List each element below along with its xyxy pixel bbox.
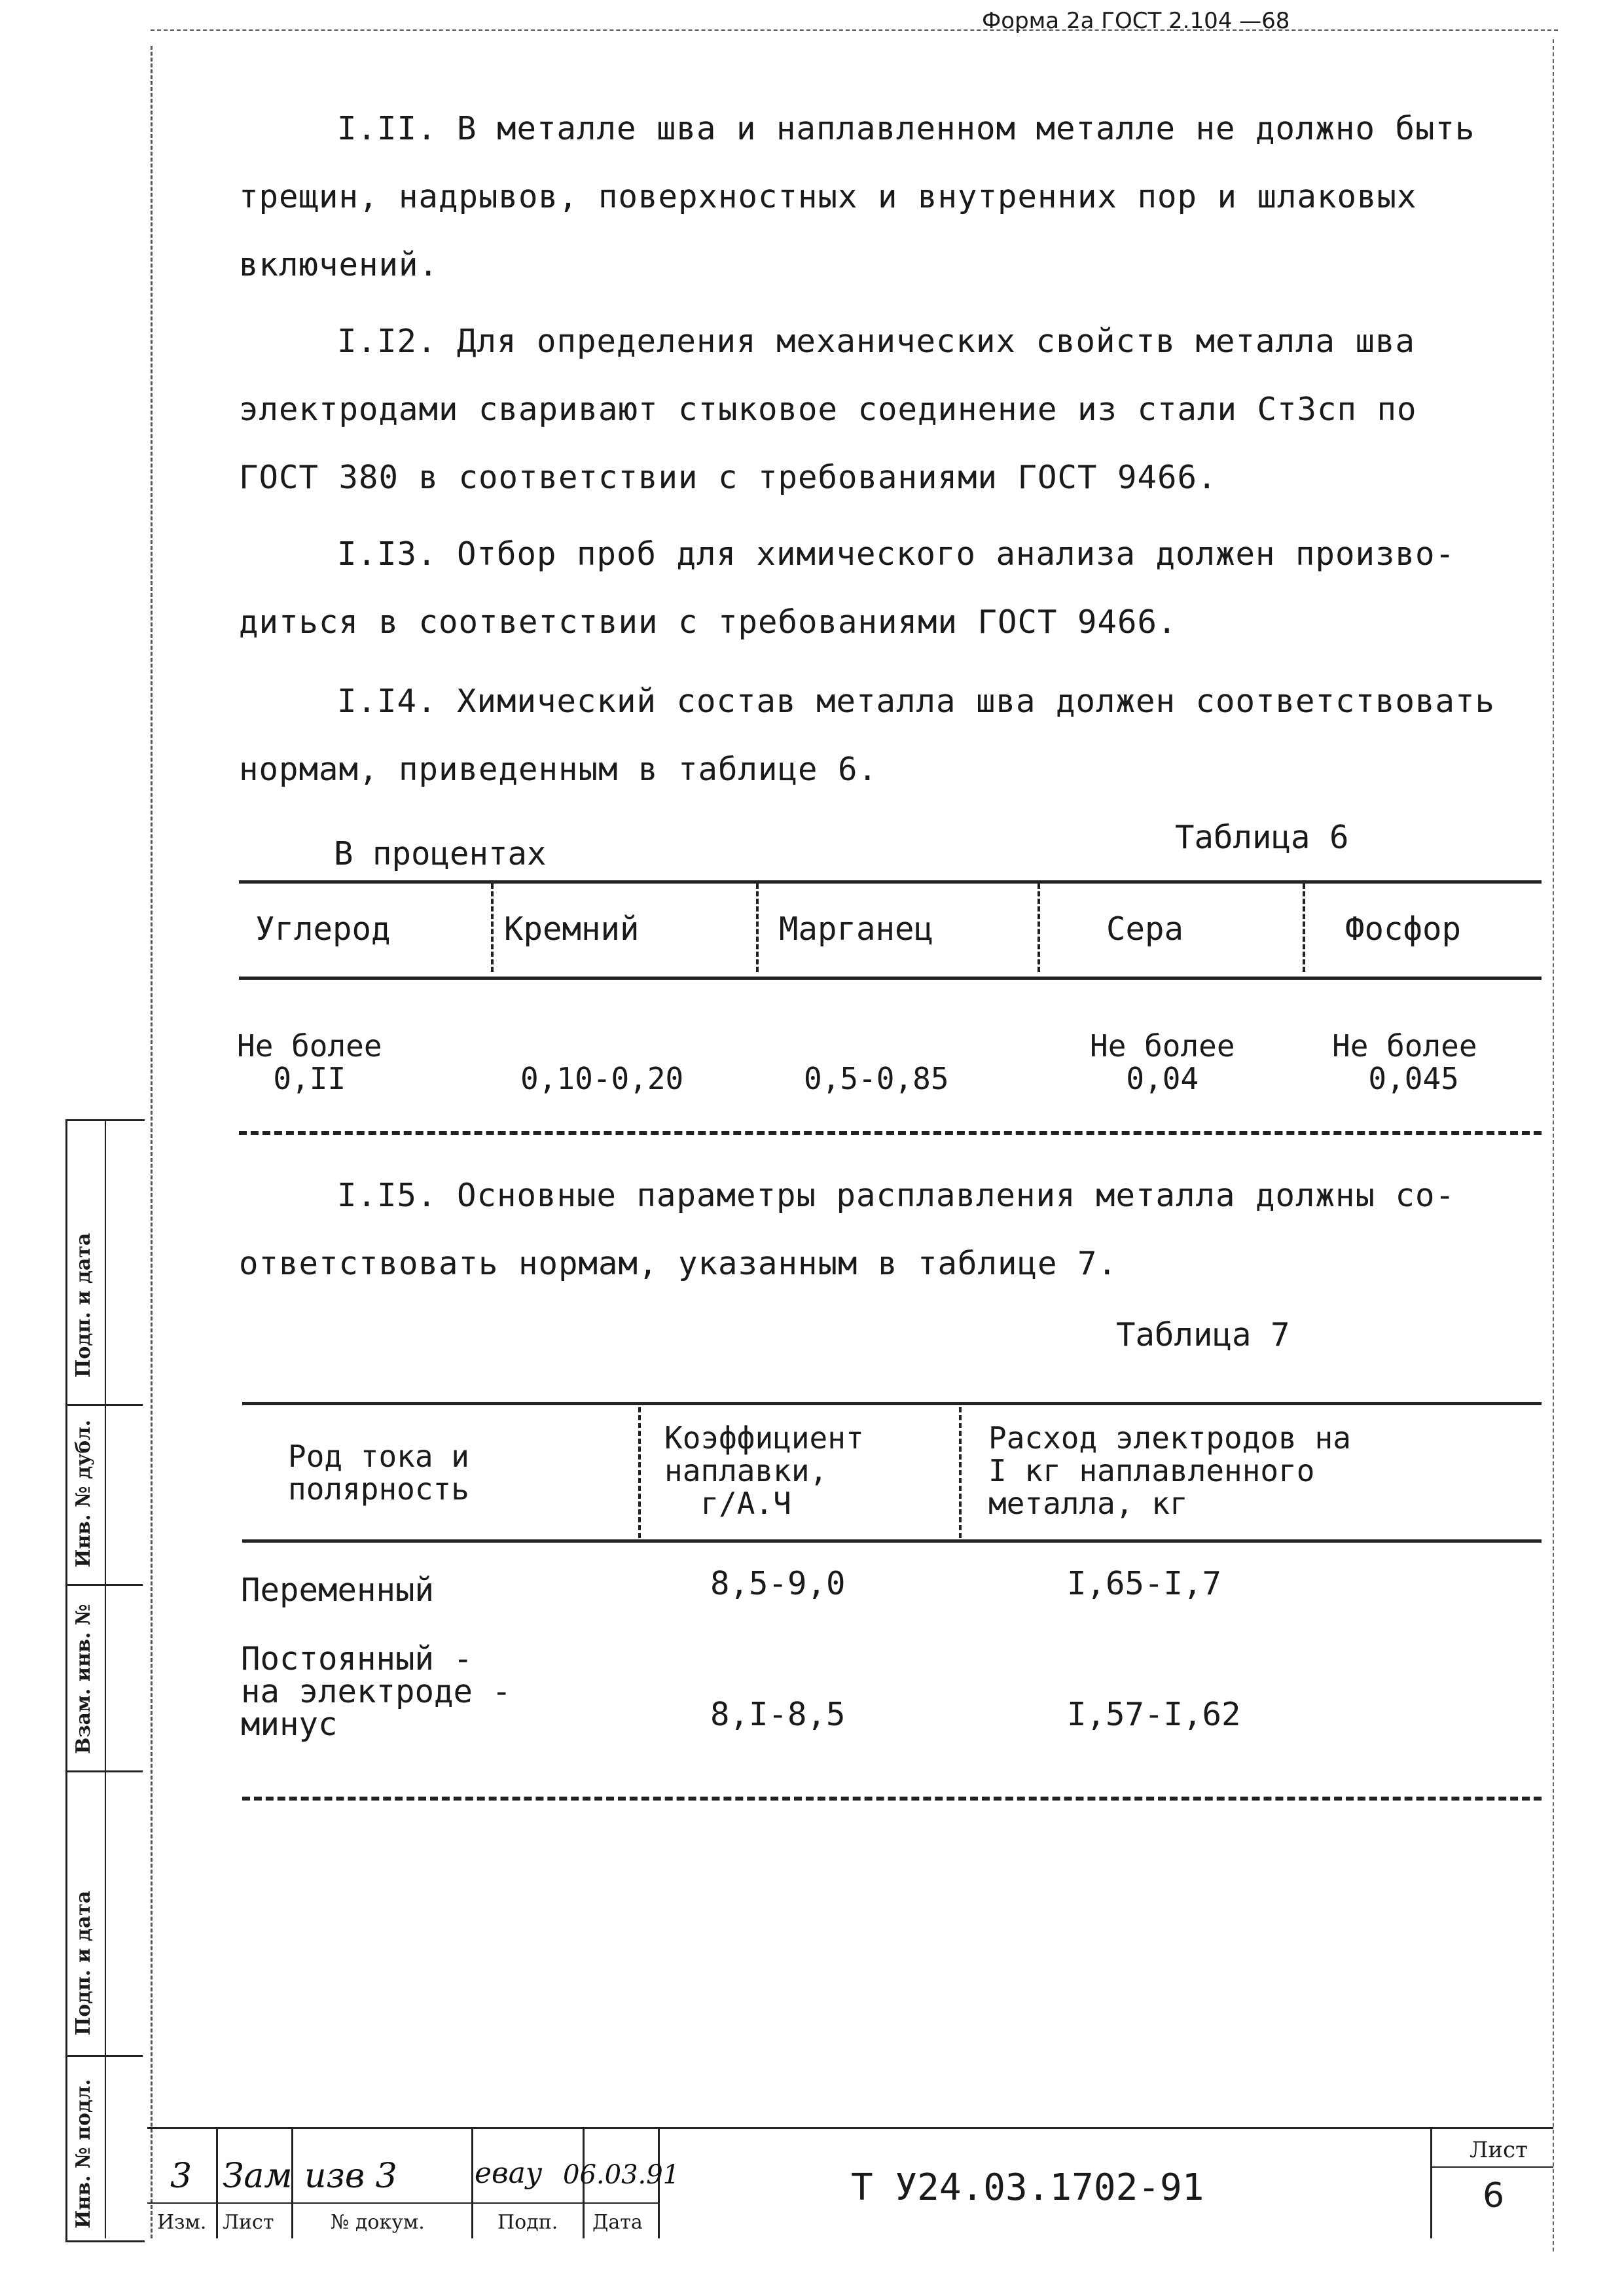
table7-divider-2	[959, 1407, 962, 1538]
table6-bottom-rule	[239, 1131, 1542, 1135]
side-stamp-sep-1	[65, 1404, 143, 1406]
table7-row1-current: Переменный	[241, 1571, 435, 1609]
table7-header-current: Род тока и полярность	[288, 1439, 469, 1507]
title-block-col-3	[471, 2127, 473, 2238]
right-frame-line	[1553, 39, 1554, 2251]
title-hand-list: Зам	[223, 2157, 293, 2196]
table7-row1-coef: 8,5-9,0	[710, 1565, 846, 1602]
table6-top-rule	[239, 880, 1542, 884]
table7-row2-coef: 8,I-8,5	[710, 1696, 846, 1733]
table7-header-rule	[242, 1539, 1542, 1543]
table6-header-carbon: Углерод	[255, 910, 391, 948]
paragraph-1-15: I.I5. Основные параметры расплавления металла должны со- ответствовать нормам, указанным в таблице 7.	[239, 1177, 1456, 1282]
title-hand-izm: 3	[170, 2157, 192, 2196]
title-hand-sign: евау	[475, 2157, 543, 2190]
title-label-date: Дата	[592, 2211, 643, 2234]
table6-cell-phosphorus: Не более 0,045	[1332, 1028, 1477, 1096]
paragraph-1-13: I.I3. Отбор проб для химического анализа должен произво- диться в соответствии с требованиями ГОСТ 9466.	[239, 535, 1456, 641]
side-stamp-sep-4	[65, 2055, 143, 2057]
title-label-list: Лист	[223, 2211, 274, 2234]
side-label-sign-date-1: Подп. и дата	[72, 1232, 95, 1378]
title-label-izm: Изм.	[157, 2211, 207, 2234]
top-frame-line	[151, 29, 1558, 31]
table6-cell-carbon: Не более 0,II	[237, 1028, 382, 1096]
table7-divider-1	[638, 1407, 641, 1538]
table7-row2-consumption: I,57-I,62	[1067, 1696, 1241, 1733]
left-frame-line	[151, 46, 153, 2238]
table6-unit-note: В процентах	[334, 835, 547, 872]
side-stamp-sep-2	[65, 1584, 143, 1586]
title-block-col-6	[1430, 2127, 1432, 2238]
table7-row1-consumption: I,65-I,7	[1067, 1565, 1222, 1602]
title-hand-doc: изв 3	[304, 2157, 397, 2196]
title-hand-date: 06.03.91	[563, 2160, 680, 2190]
table6-divider-2	[756, 884, 759, 972]
table7-bottom-rule	[242, 1797, 1542, 1801]
document-designation: Т У24.03.1702-91	[851, 2166, 1204, 2209]
title-block-row-line	[147, 2202, 658, 2204]
table6-cell-silicon: 0,10-0,20	[520, 1061, 684, 1096]
table6-header-phosphorus: Фосфор	[1345, 910, 1462, 948]
table6-divider-4	[1303, 884, 1305, 972]
title-label-sign: Подп.	[497, 2211, 558, 2234]
paragraph-1-11: I.II. В металле шва и наплавленном металле не должно быть трещин, надрывов, поверхностных и внутренних пор и шлаковых включений.	[239, 110, 1475, 283]
table6-header-sulfur: Сера	[1106, 910, 1184, 948]
table7-top-rule	[242, 1402, 1542, 1405]
side-stamp-divider	[105, 1119, 106, 2238]
sheet-label: Лист	[1470, 2137, 1528, 2163]
side-stamp-sep-3	[65, 1770, 143, 1772]
table6-caption: Таблица 6	[1175, 819, 1349, 856]
table7-header-coef: Коэффициент наплавки, г/А.Ч	[664, 1420, 864, 1521]
paragraph-1-12: I.I2. Для определения механических свойств металла шва электродами сваривают стыковое соединение из стали Ст3сп по ГОСТ 380 в соответствии с требованиями ГОСТ 9466.	[239, 323, 1417, 496]
table6-header-rule	[239, 977, 1542, 980]
table6-header-silicon: Кремний	[504, 910, 640, 948]
sheet-number: 6	[1483, 2176, 1505, 2215]
side-label-sign-date-2: Подп. и дата	[72, 1890, 95, 2036]
title-block-col-1	[216, 2127, 218, 2238]
title-label-doc: № докум.	[331, 2211, 425, 2234]
table6-divider-3	[1038, 884, 1040, 972]
table7-caption: Таблица 7	[1116, 1316, 1290, 1354]
side-label-replace-inv: Взам. инв. №	[72, 1604, 95, 1754]
side-label-orig-inv: Инв. № подл.	[72, 2079, 95, 2229]
table6-cell-sulfur: Не более 0,04	[1090, 1028, 1235, 1096]
paragraph-1-14: I.I4. Химический состав металла шва должен соответствовать нормам, приведенным в таблице 6.	[239, 683, 1496, 788]
title-block-sheet-line	[1430, 2166, 1553, 2168]
side-label-dup-inv: Инв. № дубл.	[72, 1420, 95, 1568]
form-header: Форма 2а ГОСТ 2.104 —68	[982, 8, 1290, 34]
table6-header-manganese: Марганец	[779, 910, 934, 948]
table6-cell-manganese: 0,5-0,85	[804, 1061, 949, 1096]
table6-divider-1	[491, 884, 494, 972]
table7-row2-current: Постоянный - на электроде - минус	[241, 1640, 512, 1743]
table7-header-consumption: Расход электродов на I кг наплавленного металла, кг	[988, 1420, 1351, 1521]
